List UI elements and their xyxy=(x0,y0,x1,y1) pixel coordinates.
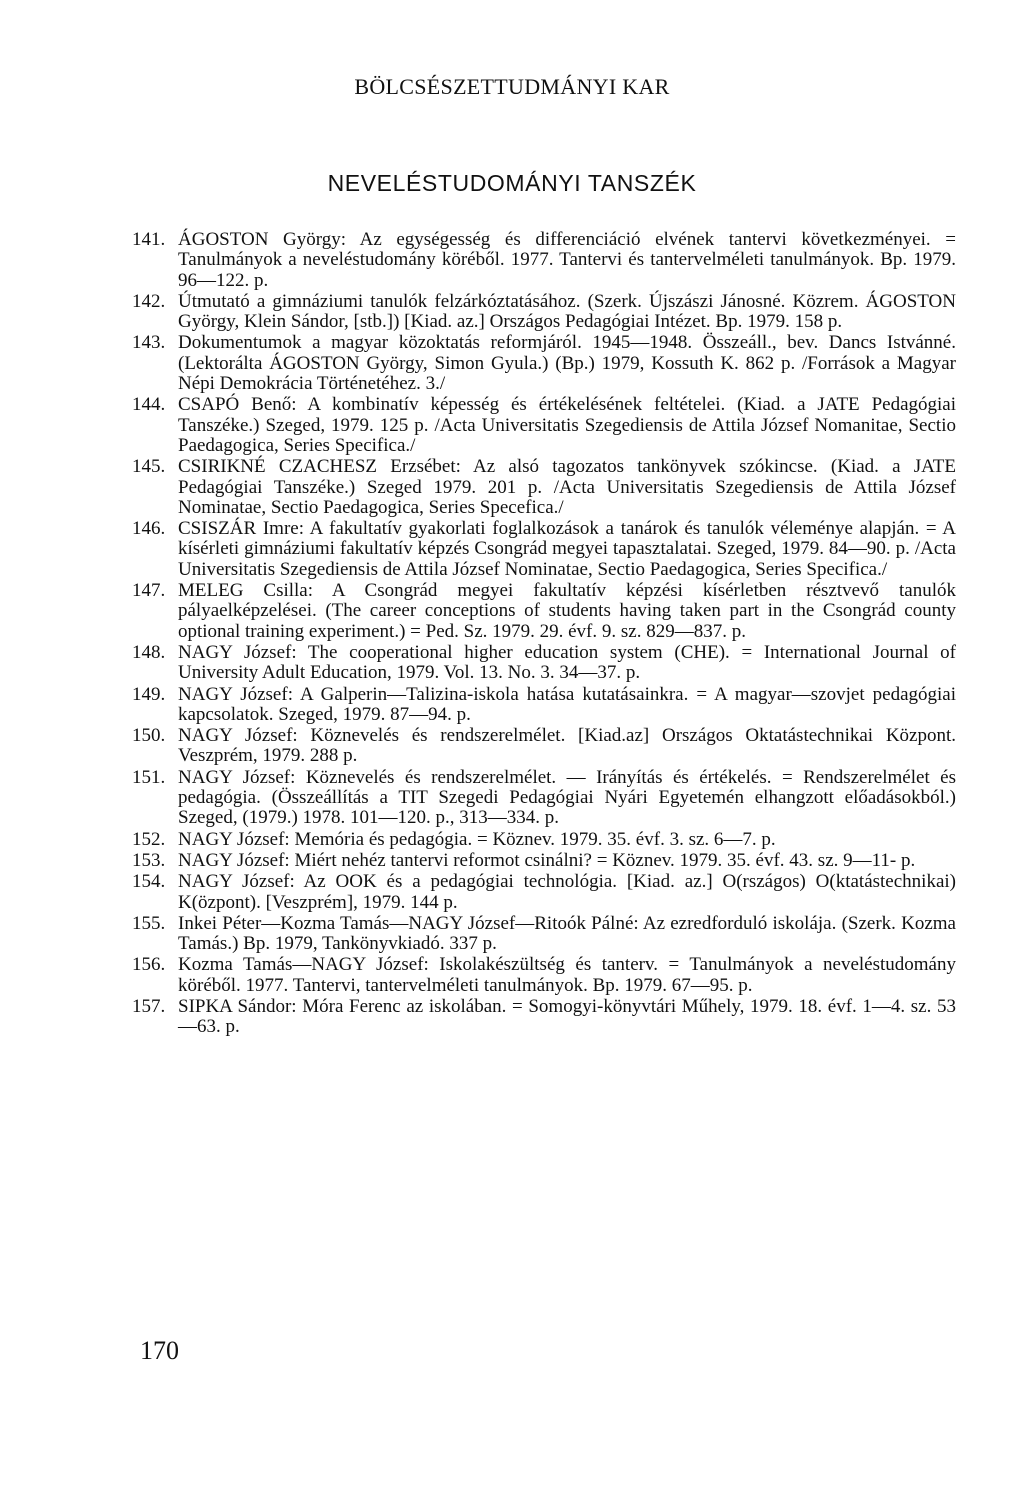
entry-text: NAGY József: A Galperin—Talizina-iskola hatása kutatásainkra. = A magyar—szovjet pedagógiai kapcsolatok. Szeged, 1979. 87—94. p. xyxy=(178,683,956,725)
entry-number: 154. xyxy=(132,871,166,893)
department-title: NEVELÉSTUDOMÁNYI TANSZÉK xyxy=(327,170,697,196)
bibliography-list xyxy=(132,230,956,1038)
bibliography-entry xyxy=(132,457,956,518)
entry-number: 149. xyxy=(132,683,166,705)
entry-text: CSIRIKNÉ CZACHESZ Erzsébet: Az alsó tagozatos tankönyvek szókincse. (Kiad. a JATE Pedagógiai Tanszéke.) Szeged 1979. 201 p. /Acta Universitatis Szegediensis de Attila József Nominatae, Sectio Paedagogica, Series Specefica./ xyxy=(178,456,956,518)
bibliography-entry xyxy=(132,851,956,871)
entry-text: Dokumentumok a magyar közoktatás reformjáról. 1945—1948. Összeáll., bev. Dancs Istvánné. (Lektorálta ÁGOSTON György, Simon Gyula.) (Bp.) 1979, Kossuth K. 862 p. /Források a Magyar Népi Demokrácia Történetéhez. 3./ xyxy=(178,332,956,395)
entry-number: 152. xyxy=(132,828,166,850)
entry-number: 143. xyxy=(132,332,166,354)
bibliography-entry xyxy=(132,230,956,291)
bibliography-entry xyxy=(132,997,956,1038)
entry-text: NAGY József: Az OOK és a pedagógiai technológia. [Kiad. az.] O(rszágos) O(ktatástechnikai) K(özpont). [Veszprém], 1979. 144 p. xyxy=(178,871,956,913)
faculty-heading: BÖLCSÉSZETTUDMÁNYI KAR xyxy=(354,74,670,99)
page-number: 170 xyxy=(140,1336,179,1365)
entry-text: NAGY József: The cooperational higher education system (CHE). = International Journal of University Adult Education, 1979. Vol. 13. No. 3. 34—37. p. xyxy=(178,641,956,684)
entry-number: 157. xyxy=(132,995,166,1017)
entry-text: Útmutató a gimnáziumi tanulók felzárkóztatásához. (Szerk. Újszászi Jánosné. Közrem. ÁGOSTON György, Klein Sándor, [stb.]) [Kiad. az.] Országos Pedagógiai Intézet. Bp. 1979. 158 p. xyxy=(178,290,956,333)
bibliography-entry xyxy=(132,395,956,456)
bibliography-entry xyxy=(132,685,956,726)
entry-number: 153. xyxy=(132,849,166,871)
entry-text: NAGY József: Köznevelés és rendszerelmélet. — Irányítás és értékelés. = Rendszerelmélet és pedagógia. (Összeállítás a TIT Szegedi Pedagógiai Nyári Egyetemén elhangzott előadásokból.) Szeged, (1979.) 1978. 101—120. p., 313—334. p. xyxy=(178,766,956,829)
entry-text: NAGY József: Miért nehéz tantervi reformot csinálni? = Köznev. 1979. 35. évf. 43. sz. 9—11- p. xyxy=(178,849,916,871)
bibliography-entry xyxy=(132,914,956,955)
bibliography-entry xyxy=(132,768,956,829)
entry-number: 147. xyxy=(132,580,166,602)
entry-number: 144. xyxy=(132,394,166,416)
entry-number: 146. xyxy=(132,518,166,540)
entry-text: CSAPÓ Benő: A kombinatív képesség és értékelésének feltételei. (Kiad. a JATE Pedagógiai Tanszéke.) Szeged, 1979. 125 p. /Acta Universitatis Szegediensis de Attila József Nomanitae, Sectio Paedagogica, Series Specifica./ xyxy=(178,394,956,456)
entry-number: 151. xyxy=(132,766,166,788)
bibliography-entry xyxy=(132,872,956,913)
bibliography-entry xyxy=(132,955,956,996)
entry-text: ÁGOSTON György: Az egységesség és differenciáció elvének tantervi következményei. = Tanulmányok a neveléstudomány köréből. 1977. Tantervi és tantervelméleti tanulmányok. Bp. 1979. 96—122. p. xyxy=(178,229,956,291)
bibliography-entry xyxy=(132,830,956,850)
entry-number: 156. xyxy=(132,954,166,976)
bibliography-entry xyxy=(132,643,956,684)
entry-number: 142. xyxy=(132,290,166,312)
bibliography-entry xyxy=(132,581,956,642)
entry-text: NAGY József: Köznevelés és rendszerelmélet. [Kiad.az] Országos Oktatástechnikai Központ. Veszprém, 1979. 288 p. xyxy=(178,725,956,767)
entry-number: 141. xyxy=(132,229,166,250)
bibliography-entry xyxy=(132,519,956,580)
entry-text: Inkei Péter—Kozma Tamás—NAGY József—Ritoók Pálné: Az ezredforduló iskolája. (Szerk. Kozma Tamás.) Bp. 1979, Tankönyvkiadó. 337 p. xyxy=(178,912,956,955)
entry-text: NAGY József: Memória és pedagógia. = Köznev. 1979. 35. évf. 3. sz. 6—7. p. xyxy=(178,828,776,850)
entry-text: CSISZÁR Imre: A fakultatív gyakorlati foglalkozások a tanárok és tanulók véleménye alapján. = A kísérleti gimnáziumi fakultatív képzés Csongrád megyei tapasztalatai. Szeged, 1979. 84—90. p. /Acta Universitatis Szegediensis de Attila József Nominatae, Sectio Paedagogica, Series Specifica./ xyxy=(178,518,956,580)
bibliography-entry xyxy=(132,333,956,394)
entry-text: SIPKA Sándor: Móra Ferenc az iskolában. = Somogyi-könyvtári Műhely, 1979. 18. évf. 1—4. sz. 53—63. p. xyxy=(178,995,956,1038)
entry-number: 148. xyxy=(132,641,166,663)
bibliography-entry xyxy=(132,292,956,333)
entry-text: MELEG Csilla: A Csongrád megyei fakultatív képzési kísérletben résztvevő tanulók pályaelképzelései. (The career conceptions of students having taken part in the Csongrád county optional training experiment.) = Ped. Sz. 1979. 29. évf. 9. sz. 829—837. p. xyxy=(178,580,956,642)
entry-number: 155. xyxy=(132,912,166,934)
entry-number: 145. xyxy=(132,456,166,478)
bibliography-entry xyxy=(132,726,956,767)
entry-number: 150. xyxy=(132,725,166,747)
entry-text: Kozma Tamás—NAGY József: Iskolakészültség és tanterv. = Tanulmányok a neveléstudomány köréből. 1977. Tantervi, tantervelméleti tanulmányok. Bp. 1979. 67—95. p. xyxy=(178,954,956,996)
